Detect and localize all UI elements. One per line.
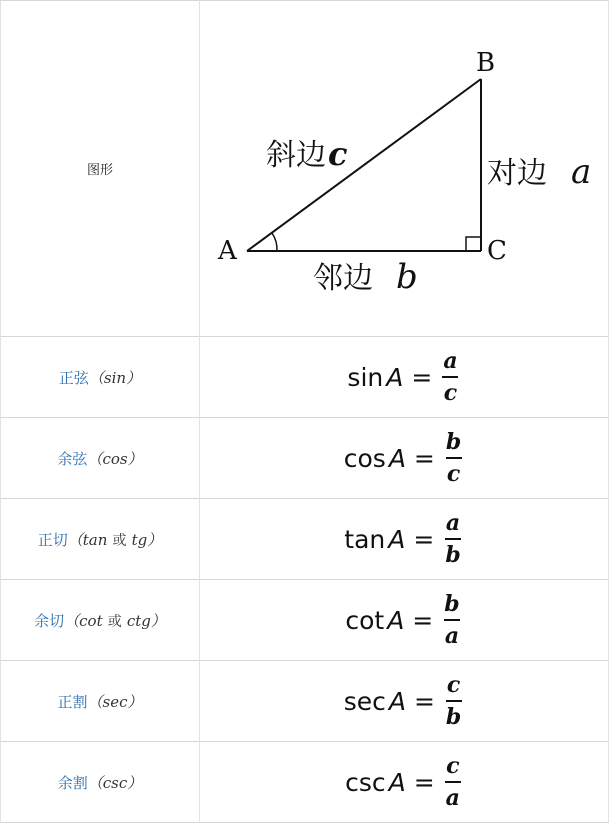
equals-sign: = [413,686,435,716]
formula-function: cos [343,443,386,473]
formula-function: sec [343,686,386,716]
close-paren: ） [127,692,143,711]
function-cn-name: 余弦 [57,449,88,468]
triangle-figure-cell [200,1,609,337]
formula-cot [345,593,462,647]
close-paren: ） [150,611,166,630]
formula-cell [200,661,609,742]
formula-function: csc [345,767,386,797]
row-sec [1,661,609,742]
function-cn-name: 正割 [57,692,88,711]
numerator: c [446,753,460,779]
open-paren: （ [87,773,103,792]
fraction-bar [444,619,460,621]
row-tan [1,499,609,580]
formula-tan [344,512,463,566]
denominator: c [446,461,461,487]
denominator: a [445,785,460,811]
function-name-cell [1,418,200,499]
formula-angle: A [388,524,406,554]
formula-cell [200,742,609,823]
open-paren: （ [88,368,104,387]
formula-angle: A [387,605,405,635]
close-paren: ） [127,773,143,792]
fraction-bar [446,700,462,702]
function-name-cell [1,580,200,661]
or-text: 或 [107,613,122,630]
equals-sign: = [413,767,435,797]
fraction-bar [442,376,458,378]
figure-label-cell [1,1,200,337]
open-paren: （ [64,611,80,630]
adjacent-cn-label: 邻边 [313,261,373,296]
right-angle-marker [466,237,481,251]
numerator: a [443,348,458,374]
function-name-cell [1,661,200,742]
right-triangle-diagram [200,1,609,336]
formula-function: cot [345,605,385,635]
formula-angle: A [388,443,406,473]
formula-function: tan [344,524,386,554]
function-cn-name: 正切 [37,530,68,549]
opposite-cn-label: 对边 [487,156,547,191]
row-sin [1,337,609,418]
formula-cell [200,499,609,580]
function-cn-name: 正弦 [58,368,89,387]
vertex-c-label: C [487,236,507,266]
fraction [443,674,464,728]
formula-angle: A [388,686,406,716]
equals-sign: = [412,605,434,635]
denominator: a [444,623,460,649]
row-cos [1,418,609,499]
fraction-bar [445,781,461,783]
equals-sign: = [411,362,433,392]
open-paren: （ [67,530,83,549]
function-en-name: csc [102,773,128,792]
vertex-b-label: B [476,48,496,78]
function-cn-name: 余割 [57,773,88,792]
formula-angle: A [388,767,406,797]
equals-sign: = [413,524,435,554]
function-en-name: sin [103,368,127,387]
hypotenuse-var-label: c [328,135,348,173]
function-en-name: sec [102,692,128,711]
fraction [443,431,464,485]
figure-label: 图形 [86,163,113,178]
close-paren: ） [147,530,163,549]
fraction [441,593,462,647]
formula-sin [347,350,460,404]
figure-row [1,1,609,337]
denominator: b [445,704,462,730]
function-name-cell [1,499,200,580]
vertex-a-label: A [218,236,237,266]
fraction-bar [446,457,462,459]
function-en-name: cos [102,449,128,468]
adjacent-var-label: b [396,257,418,297]
row-csc [1,742,609,823]
function-en-name: cot [79,611,103,630]
open-paren: （ [87,692,103,711]
formula-cell [200,580,609,661]
function-en-name: tan [82,530,108,549]
fraction [440,350,460,404]
function-alt-name: ctg [126,611,151,630]
opposite-var-label: a [571,152,592,192]
hypotenuse-cn-label: 斜边 [266,138,326,173]
formula-angle: A [386,362,404,392]
fraction [443,755,463,809]
formula-function: sin [347,362,384,392]
denominator: c [443,380,458,406]
formula-cell [200,337,609,418]
angle-a-arc [272,233,277,251]
numerator: a [445,510,461,536]
or-text: 或 [112,532,127,549]
function-name-cell [1,337,200,418]
formula-sec [344,674,465,728]
function-alt-name: tg [131,530,148,549]
open-paren: （ [87,449,103,468]
denominator: b [445,542,461,568]
formula-cos [344,431,465,485]
fraction-bar [445,538,461,540]
close-paren: ） [127,449,143,468]
function-cn-name: 余切 [34,611,65,630]
numerator: c [446,672,461,698]
fraction [442,512,463,566]
close-paren: ） [126,368,142,387]
equals-sign: = [413,443,435,473]
function-name-cell [1,742,200,823]
formula-cell [200,418,609,499]
row-cot [1,580,609,661]
formula-csc [345,755,463,809]
numerator: b [444,591,460,617]
numerator: b [445,429,462,455]
